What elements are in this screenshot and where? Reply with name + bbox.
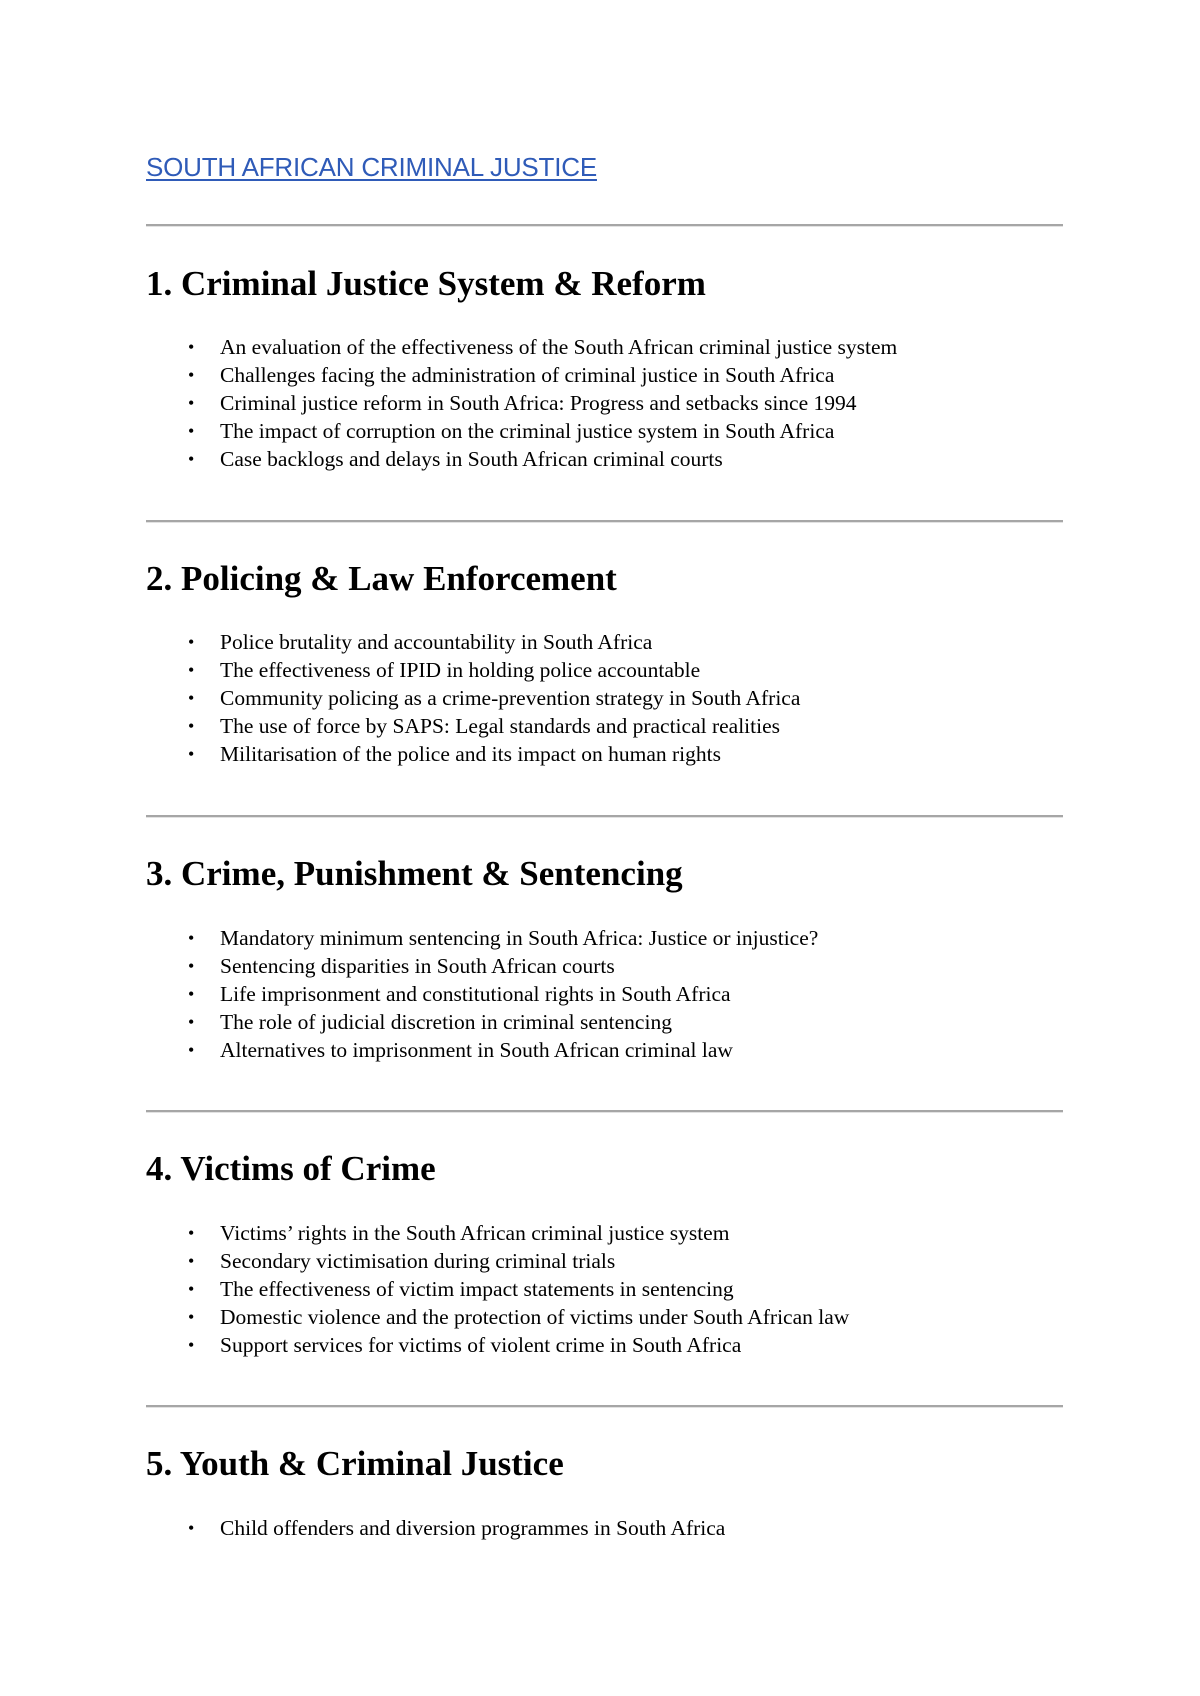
topic-list [146, 1219, 849, 1359]
list-item-text: Sentencing disparities in South African courts [220, 954, 615, 978]
section-heading: 2. Policing & Law Enforcement [146, 559, 617, 598]
bullet-icon: • [188, 1012, 195, 1032]
bullet-icon: • [188, 449, 195, 469]
bullet-icon: • [188, 1251, 195, 1271]
list-item [146, 445, 897, 473]
topic-list [146, 628, 800, 768]
bullet-icon: • [188, 1279, 195, 1299]
list-item-text: Criminal justice reform in South Africa: Progress and setbacks since 1994 [220, 391, 857, 415]
bullet-icon: • [188, 365, 195, 385]
list-item-text: An evaluation of the effectiveness of the South African criminal justice system [220, 335, 898, 359]
list-item [146, 333, 897, 361]
list-item-text: The role of judicial discretion in criminal sentencing [220, 1010, 672, 1034]
horizontal-rule [146, 815, 1063, 818]
list-item [146, 1303, 849, 1331]
list-item [146, 1008, 818, 1036]
bullet-icon: • [188, 1518, 195, 1538]
list-item [146, 684, 800, 712]
section-heading: 1. Criminal Justice System & Reform [146, 264, 706, 303]
bullet-icon: • [188, 956, 195, 976]
list-item [146, 1514, 725, 1542]
section-heading: 4. Victims of Crime [146, 1149, 436, 1188]
list-item-text: Secondary victimisation during criminal trials [220, 1249, 616, 1273]
list-item [146, 924, 818, 952]
bullet-icon: • [188, 716, 195, 736]
list-item [146, 417, 897, 445]
list-item-text: Police brutality and accountability in South Africa [220, 630, 653, 654]
bullet-icon: • [188, 421, 195, 441]
list-item-text: Challenges facing the administration of criminal justice in South Africa [220, 363, 835, 387]
bullet-icon: • [188, 632, 195, 652]
list-item [146, 361, 897, 389]
list-item [146, 1219, 849, 1247]
bullet-icon: • [188, 393, 195, 413]
list-item [146, 1036, 818, 1064]
list-item-text: Victims’ rights in the South African criminal justice system [220, 1221, 730, 1245]
list-item [146, 980, 818, 1008]
list-item [146, 1275, 849, 1303]
bullet-icon: • [188, 928, 195, 948]
topic-list [146, 924, 818, 1064]
list-item-text: Support services for victims of violent crime in South Africa [220, 1333, 742, 1357]
list-item [146, 1247, 849, 1275]
section-heading: 5. Youth & Criminal Justice [146, 1444, 564, 1483]
list-item [146, 656, 800, 684]
list-item-text: Child offenders and diversion programmes in South Africa [220, 1516, 726, 1540]
bullet-icon: • [188, 1040, 195, 1060]
list-item [146, 740, 800, 768]
bullet-icon: • [188, 660, 195, 680]
list-item-text: Mandatory minimum sentencing in South Africa: Justice or injustice? [220, 926, 819, 950]
horizontal-rule [146, 1110, 1063, 1113]
section-heading: 3. Crime, Punishment & Sentencing [146, 854, 683, 893]
list-item [146, 628, 800, 656]
bullet-icon: • [188, 337, 195, 357]
horizontal-rule [146, 1405, 1063, 1408]
bullet-icon: • [188, 1223, 195, 1243]
list-item-text: Life imprisonment and constitutional rights in South Africa [220, 982, 731, 1006]
list-item-text: Domestic violence and the protection of victims under South African law [220, 1305, 850, 1329]
list-item [146, 389, 897, 417]
horizontal-rule [146, 520, 1063, 523]
topic-list [146, 1514, 725, 1542]
list-item-text: Community policing as a crime-prevention strategy in South Africa [220, 686, 801, 710]
list-item [146, 952, 818, 980]
list-item-text: The use of force by SAPS: Legal standards and practical realities [220, 714, 781, 738]
topic-list [146, 333, 897, 473]
list-item-text: The impact of corruption on the criminal justice system in South Africa [220, 419, 835, 443]
horizontal-rule [146, 224, 1063, 227]
bullet-icon: • [188, 1307, 195, 1327]
list-item-text: Militarisation of the police and its impact on human rights [220, 742, 721, 766]
document-title[interactable]: SOUTH AFRICAN CRIMINAL JUSTICE [146, 152, 597, 182]
list-item [146, 712, 800, 740]
bullet-icon: • [188, 688, 195, 708]
bullet-icon: • [188, 984, 195, 1004]
list-item-text: Alternatives to imprisonment in South African criminal law [220, 1038, 733, 1062]
list-item-text: The effectiveness of IPID in holding police accountable [220, 658, 701, 682]
list-item-text: Case backlogs and delays in South African criminal courts [220, 447, 723, 471]
list-item-text: The effectiveness of victim impact statements in sentencing [220, 1277, 734, 1301]
bullet-icon: • [188, 744, 195, 764]
bullet-icon: • [188, 1335, 195, 1355]
list-item [146, 1331, 849, 1359]
